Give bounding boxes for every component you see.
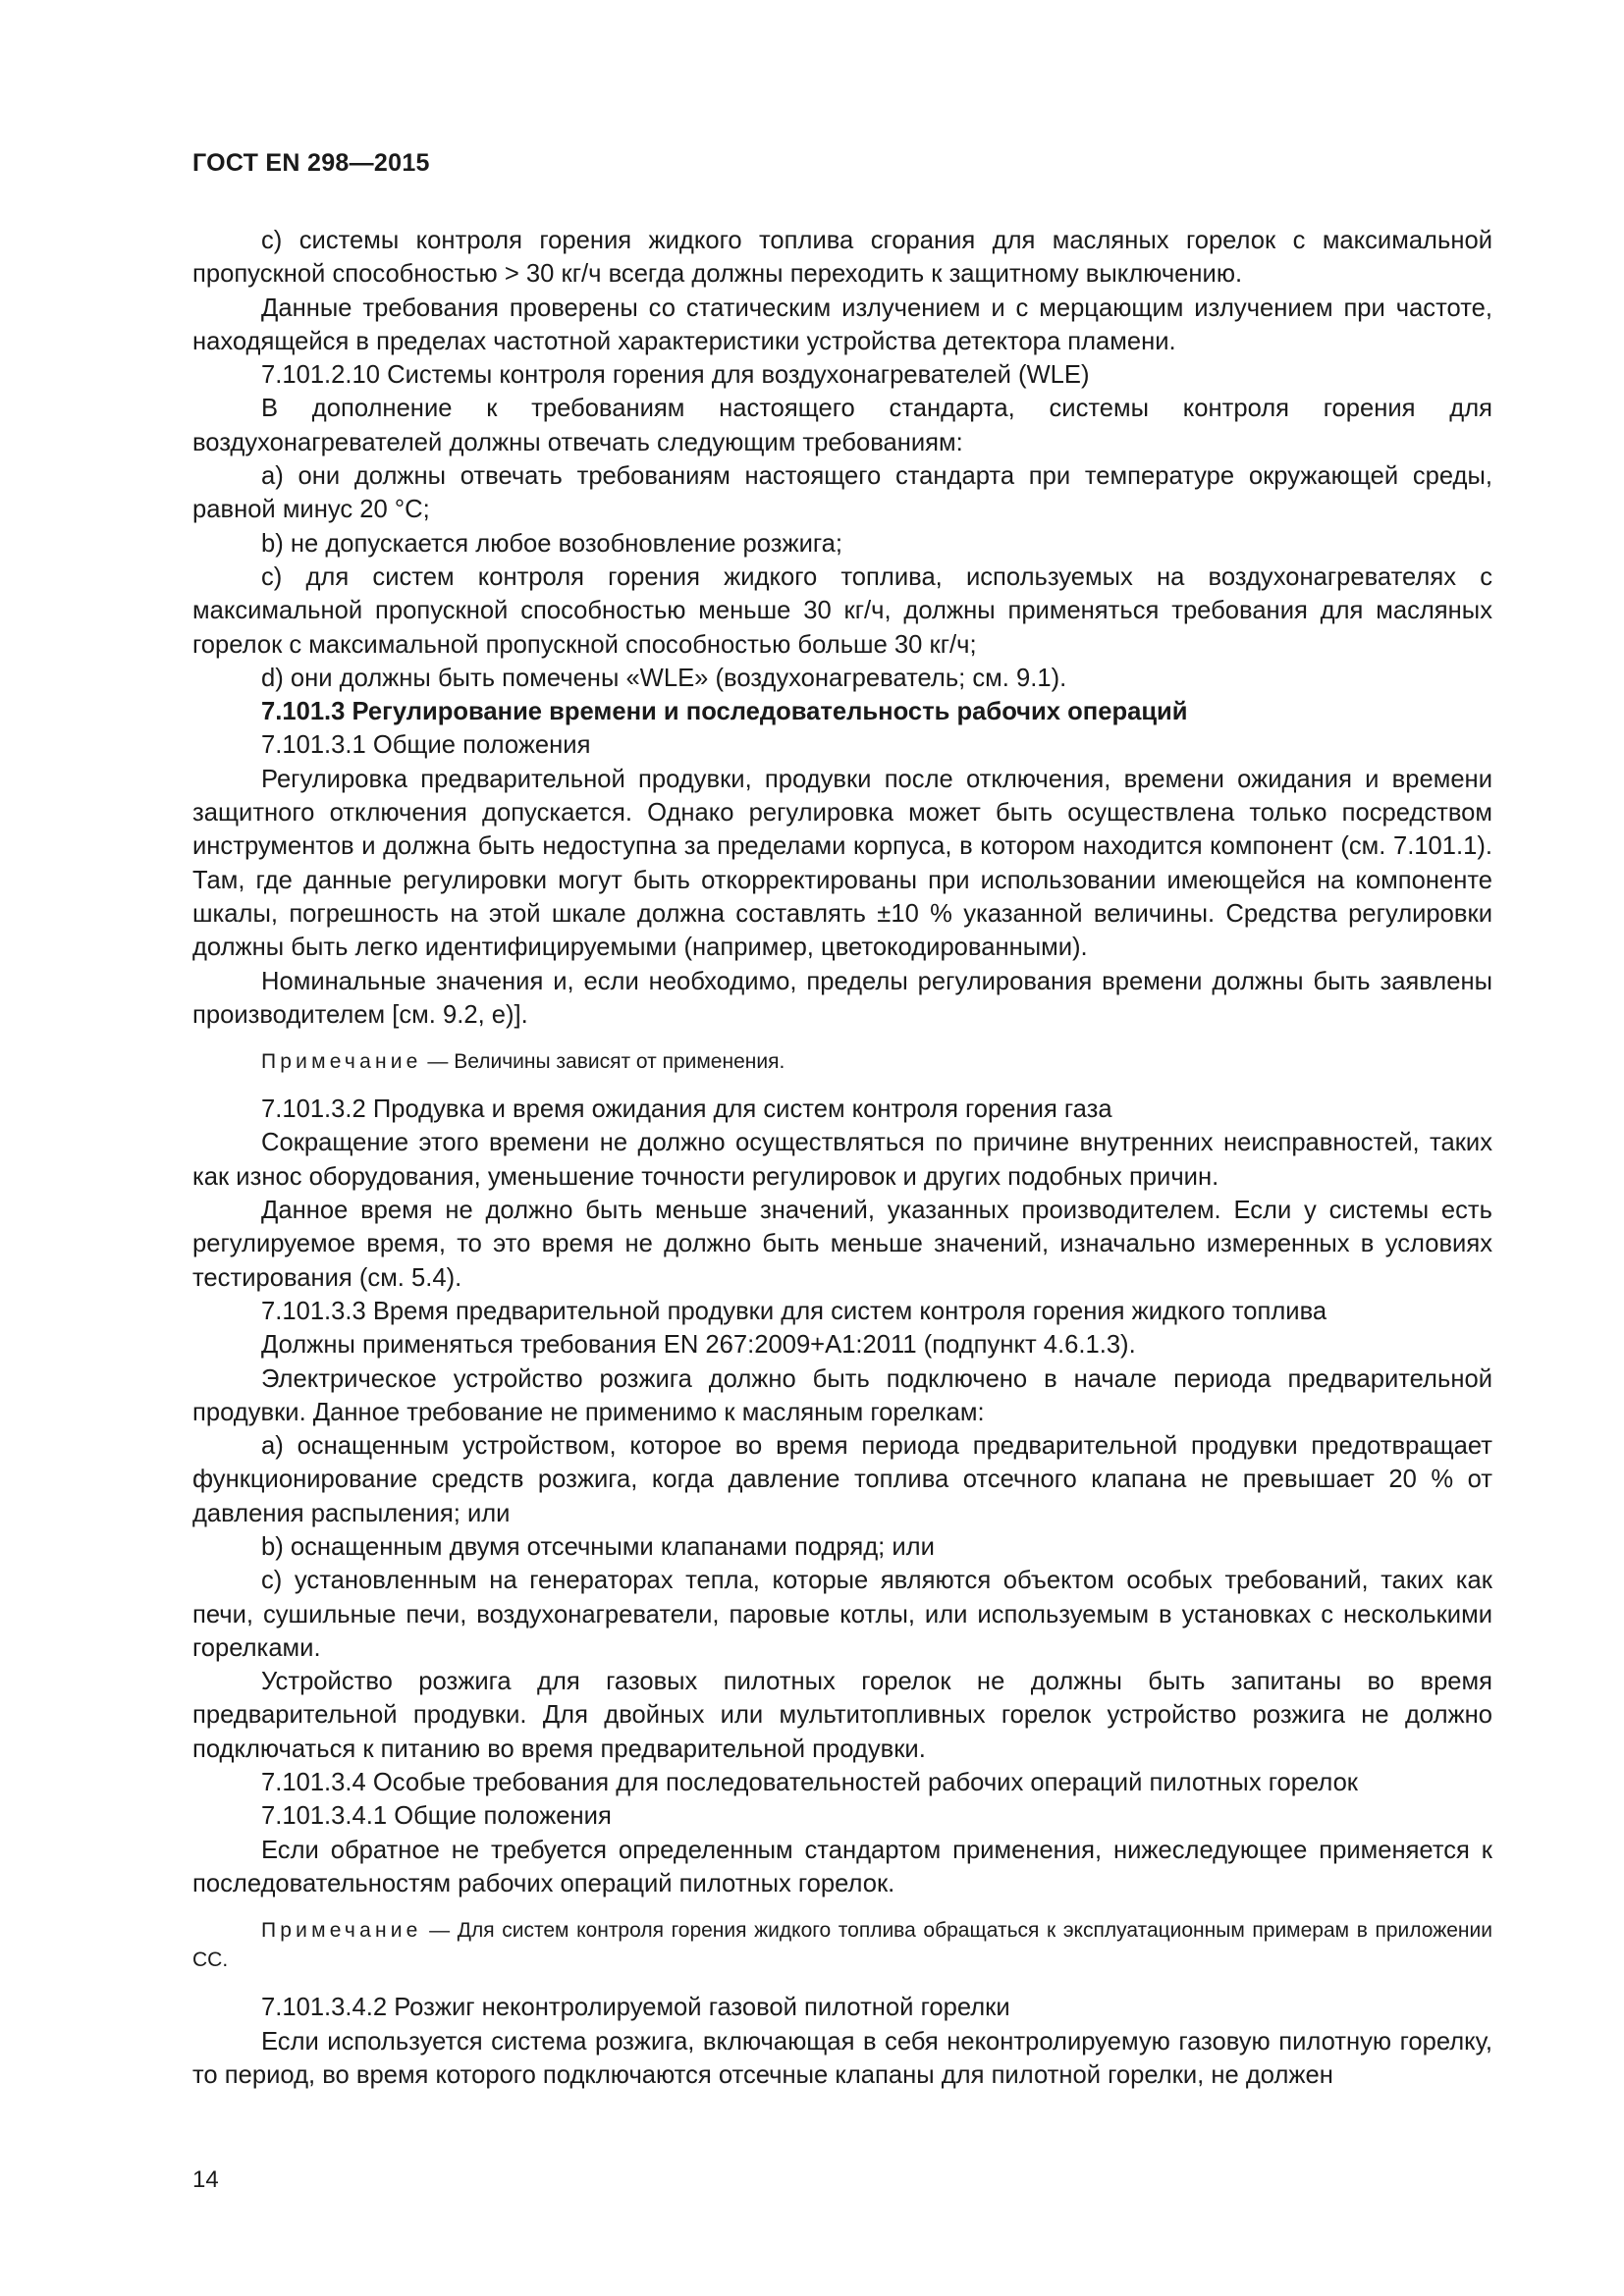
note [192, 1916, 1492, 1975]
document-header: ГОСТ EN 298—2015 [192, 149, 430, 177]
paragraph: Данное время не должно быть меньше значений, указанных производителем. Если у системы есть регулируемое время, то это время не должно быть меньше значений, изначально измеренных в условиях тестирования (см. 5.4). [192, 1197, 1492, 1292]
section-heading: 7.101.3.4.2 Розжиг неконтролируемой газовой пилотной горелки [261, 1994, 1010, 2022]
section-heading: 7.101.3.3 Время предварительной продувки для систем контроля горения жидкого топлива [261, 1297, 1327, 1325]
section-heading: 7.101.2.10 Системы контроля горения для воздухонагревателей (WLE) [261, 361, 1090, 390]
paragraph: Сокращение этого времени не должно осуществляться по причине внутренних неисправностей, таких как износ оборудования, уменьшение точности регулировок и других подобных причин. [192, 1129, 1492, 1191]
paragraph: Данные требования проверены со статическим излучением и с мерцающим излучением при частоте, находящейся в пределах частотной характеристики устройства детектора пламени. [192, 294, 1492, 355]
paragraph: Если обратное не требуется определенным стандартом применения, нижеследующее применяется к последовательностям рабочих операций пилотных горелок. [192, 1836, 1492, 1897]
paragraph: Регулировка предварительной продувки, продувки после отключения, времени ожидания и времени защитного отключения допускается. Однако регулировка может быть осуществлена только посредством инструментов и должна быть недоступна за пределами корпуса, в котором находится компонент (см. 7.101.1). Там, где данные регулировки могут быть откорректированы при использовании имеющейся на компоненте шкалы, погрешность на этой шкале должна составлять ±10 % указанной величины. Средства регулировки должны быть легко идентифицируемыми (например, цветокодированными). [192, 765, 1492, 962]
list-item: a) оснащенным устройством, которое во время периода предварительной продувки предотвращает функционирование средств розжига, когда давление топлива отсечного клапана не превышает 20 % от давления распыления; или [192, 1432, 1492, 1527]
paragraph: Устройство розжига для газовых пилотных горелок не должны быть запитаны во время предварительной продувки. Для двойных или мультитопливных горелок устройство розжига не должно подключаться к питанию во время предварительной продувки. [192, 1668, 1492, 1763]
section-heading-bold: 7.101.3 Регулирование времени и последовательность рабочих операций [261, 698, 1188, 726]
paragraph: Должны применяться требования EN 267:2009+A1:2011 (подпункт 4.6.1.3). [261, 1331, 1136, 1360]
list-item: b) оснащенным двумя отсечными клапанами подряд; или [261, 1532, 935, 1561]
note [192, 1047, 1492, 1077]
note-label: Примечание [261, 1919, 422, 1943]
paragraph: В дополнение к требованиям настоящего стандарта, системы контроля горения для воздухонагревателей должны отвечать следующим требованиям: [192, 395, 1492, 456]
note-text: — Величины зависят от применения. [421, 1050, 785, 1074]
list-item: d) они должны быть помечены «WLE» (воздухонагреватель; см. 9.1). [261, 664, 1067, 692]
page-number: 14 [192, 2166, 219, 2193]
list-item: c) для систем контроля горения жидкого топлива, используемых на воздухонагревателях с максимальной пропускной способностью меньше 30 кг/ч, должны применяться требования для масляных горелок с максимальной пропускной способностью больше 30 кг/ч; [192, 562, 1492, 659]
paragraph: c) системы контроля горения жидкого топлива сгорания для масляных горелок с максимальной пропускной способностью > 30 кг/ч всегда должны переходить к защитному выключению. [192, 227, 1492, 289]
note-label: Примечание [261, 1050, 422, 1074]
paragraph: Электрическое устройство розжига должно быть подключено в начале периода предварительной продувки. Данное требование не применимо к масляным горелкам: [192, 1364, 1492, 1426]
paragraph: Если используется система розжига, включающая в себя неконтролируемую газовую пилотную горелку, то период, во время которого подключаются отсечные клапаны для пилотной горелки, не должен [192, 2027, 1492, 2089]
section-heading: 7.101.3.1 Общие положения [261, 731, 591, 760]
section-heading: 7.101.3.4 Особые требования для последовательностей рабочих операций пилотных горелок [261, 1769, 1359, 1797]
paragraph: Номинальные значения и, если необходимо, пределы регулирования времени должны быть заявлены производителем [см. 9.2, е)]. [192, 967, 1492, 1029]
section-heading: 7.101.3.2 Продувка и время ожидания для систем контроля горения газа [261, 1095, 1112, 1124]
note-text: — Для систем контроля горения жидкого топлива обращаться к эксплуатационным примерам в приложении СС. [192, 1919, 1492, 1972]
list-item: a) они должны отвечать требованиям настоящего стандарта при температуре окружающей среды, равной минус 20 °С; [192, 462, 1492, 524]
list-item: b) не допускается любое возобновление розжига; [261, 529, 842, 558]
section-heading: 7.101.3.4.1 Общие положения [261, 1802, 612, 1831]
document-body [192, 224, 1492, 2092]
list-item: c) установленным на генераторах тепла, которые являются объектом особых требований, таких как печи, сушильные печи, воздухонагреватели, паровые котлы, или используемым в установках с несколькими горелками. [192, 1567, 1492, 1662]
